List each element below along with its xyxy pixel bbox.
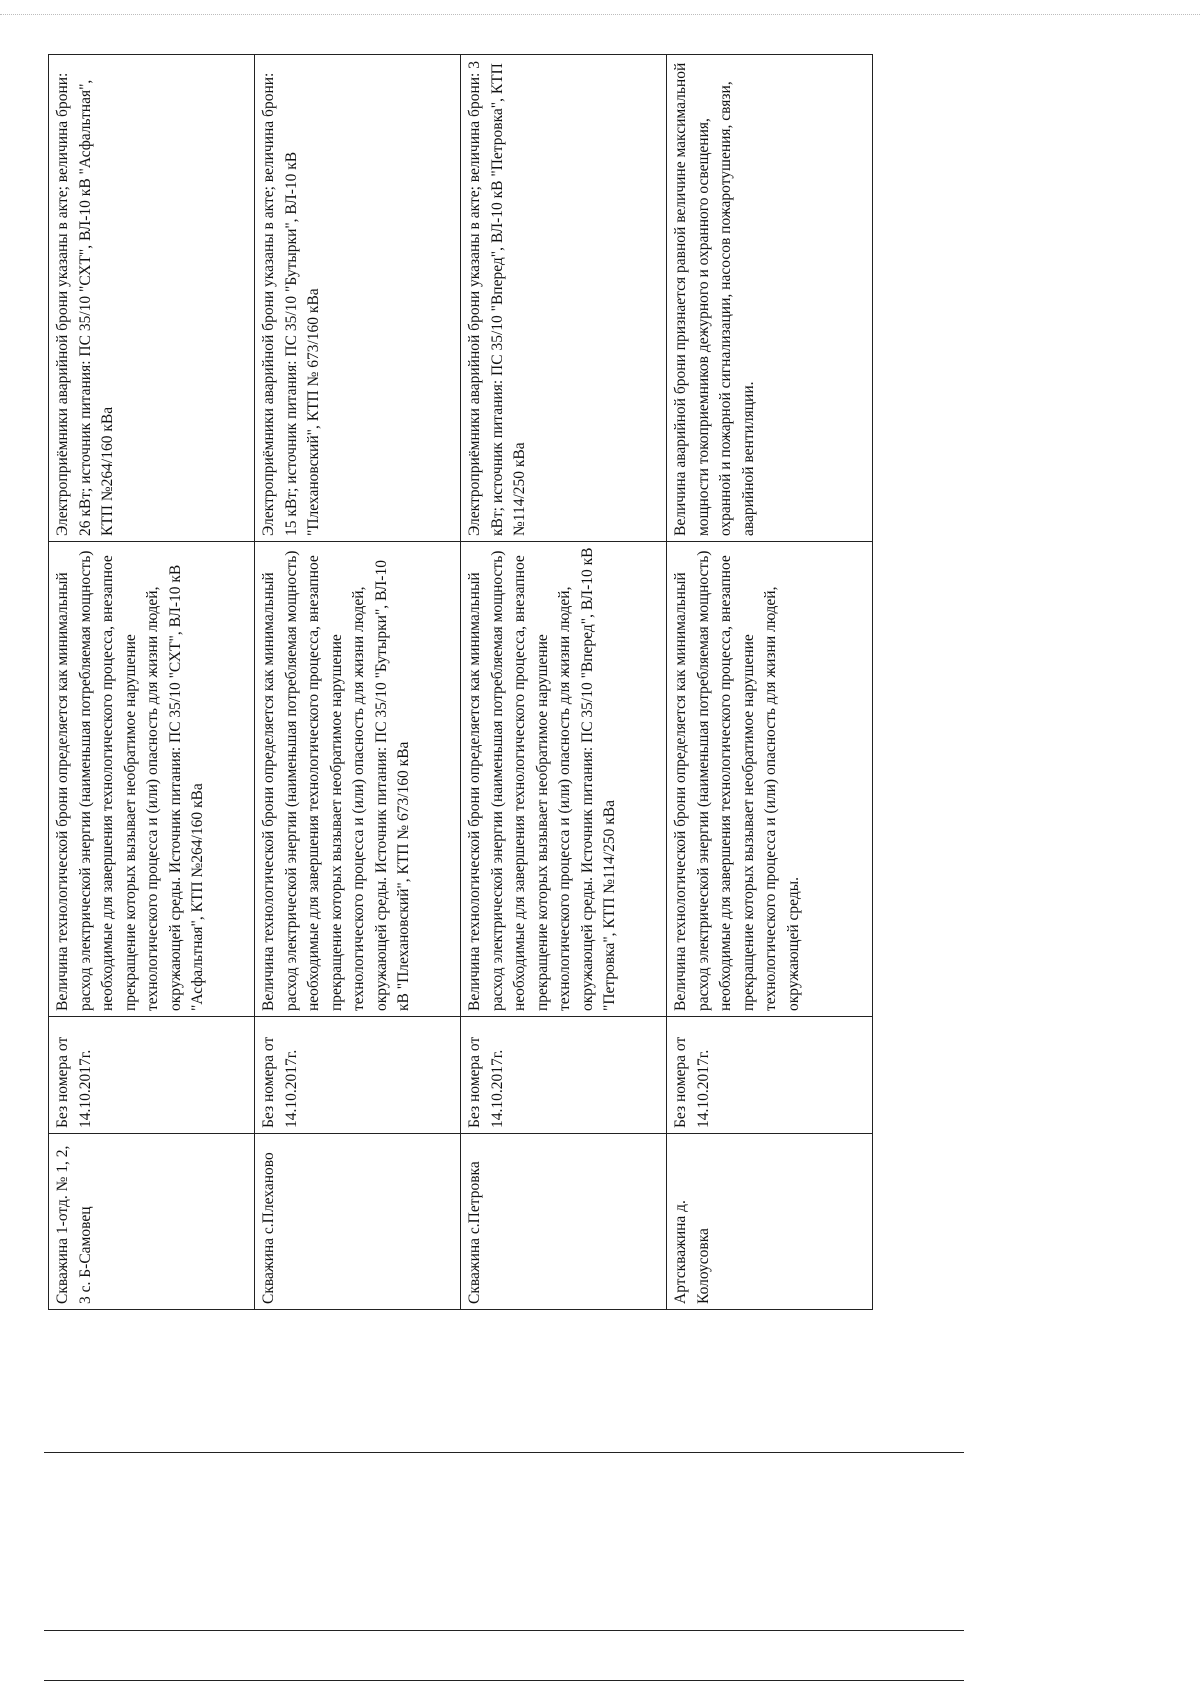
- cell-act: Без номера от 14.10.2017г.: [49, 1017, 255, 1134]
- cell-object: Скважина 1-отд. № 1, 2, 3 с. Б-Самовец: [49, 1134, 255, 1310]
- cell-act: Без номера от 14.10.2017г.: [255, 1017, 461, 1134]
- cell-object: Скважина с.Петровка: [461, 1134, 667, 1310]
- power-reserve-table: [48, 54, 873, 1310]
- cell-tech-reserve: Величина технологической брони определяется как минимальный расход электрической энергии (наименьшая потребляемая мощность) необходимые для завершения технологического процесса, внезапное прекращение которых вызывает необратимое нарушение технологического процесса и (или) опасность для жизни людей, окружающей среды. Источник питания: ПС 35/10 "Бутырки", ВЛ-10 кВ "Плехановский", КТП № 673/160 кВа: [255, 542, 461, 1017]
- cell-act: Без номера от 14.10.2017г.: [461, 1017, 667, 1134]
- cell-tech-reserve: Величина технологической брони определяется как минимальный расход электрической энергии (наименьшая потребляемая мощность) необходимые для завершения технологического процесса, внезапное прекращение которых вызывает необратимое нарушение технологического процесса и (или) опасность для жизни людей, окружающей среды.: [667, 542, 873, 1017]
- cell-object: Артскважина д. Колоусовка: [667, 1134, 873, 1310]
- signature-line: [44, 1452, 964, 1453]
- cell-emergency-reserve: Величина аварийной брони признается равной величине максимальной мощности токоприемников дежурного и охранного освещения, охранной и пожарной сигнализации, насосов пожаротушения, связи, аварийной вентиляции.: [667, 55, 873, 542]
- table-row: [255, 55, 461, 1310]
- signature-line: [44, 1680, 964, 1681]
- signature-line: [44, 1630, 964, 1631]
- cell-act: Без номера от 14.10.2017г.: [667, 1017, 873, 1134]
- cell-tech-reserve: Величина технологической брони определяется как минимальный расход электрической энергии (наименьшая потребляемая мощность) необходимые для завершения технологического процесса, внезапное прекращение которых вызывает необратимое нарушение технологического процесса и (или) опасность для жизни людей, окружающей среды. Источник питания: ПС 35/10 "Вперед", ВЛ-10 кВ "Петровка", КТП №114/250 кВа: [461, 542, 667, 1017]
- cell-emergency-reserve: Электроприёмники аварийной брони указаны в акте; величина брони: 3 кВт; источник питания: ПС 35/10 "Вперед", ВЛ-10 кВ "Петровка", КТП №114/250 кВа: [461, 55, 667, 542]
- cell-tech-reserve: Величина технологической брони определяется как минимальный расход электрической энергии (наименьшая потребляемая мощность) необходимые для завершения технологического процесса, внезапное прекращение которых вызывает необратимое нарушение технологического процесса и (или) опасность для жизни людей, окружающей среды. Источник питания: ПС 35/10 "СХТ", ВЛ-10 кВ "Асфальтная", КТП №264/160 кВа: [49, 542, 255, 1017]
- cell-object: Скважина с.Плеханово: [255, 1134, 461, 1310]
- table-row: [667, 55, 873, 1310]
- table-row: [461, 55, 667, 1310]
- scan-edge: [0, 14, 1200, 15]
- rotated-table-container: [48, 55, 873, 1310]
- cell-emergency-reserve: Электроприёмники аварийной брони указаны в акте; величина брони: 26 кВт; источник питания: ПС 35/10 "СХТ", ВЛ-10 кВ "Асфальтная", КТП №264/160 кВа: [49, 55, 255, 542]
- table-row: [49, 55, 255, 1310]
- cell-emergency-reserve: Электроприёмники аварийной брони указаны в акте; величина брони: 15 кВт; источник питания: ПС 35/10 "Бутырки", ВЛ-10 кВ "Плехановский", КТП № 673/160 кВа: [255, 55, 461, 542]
